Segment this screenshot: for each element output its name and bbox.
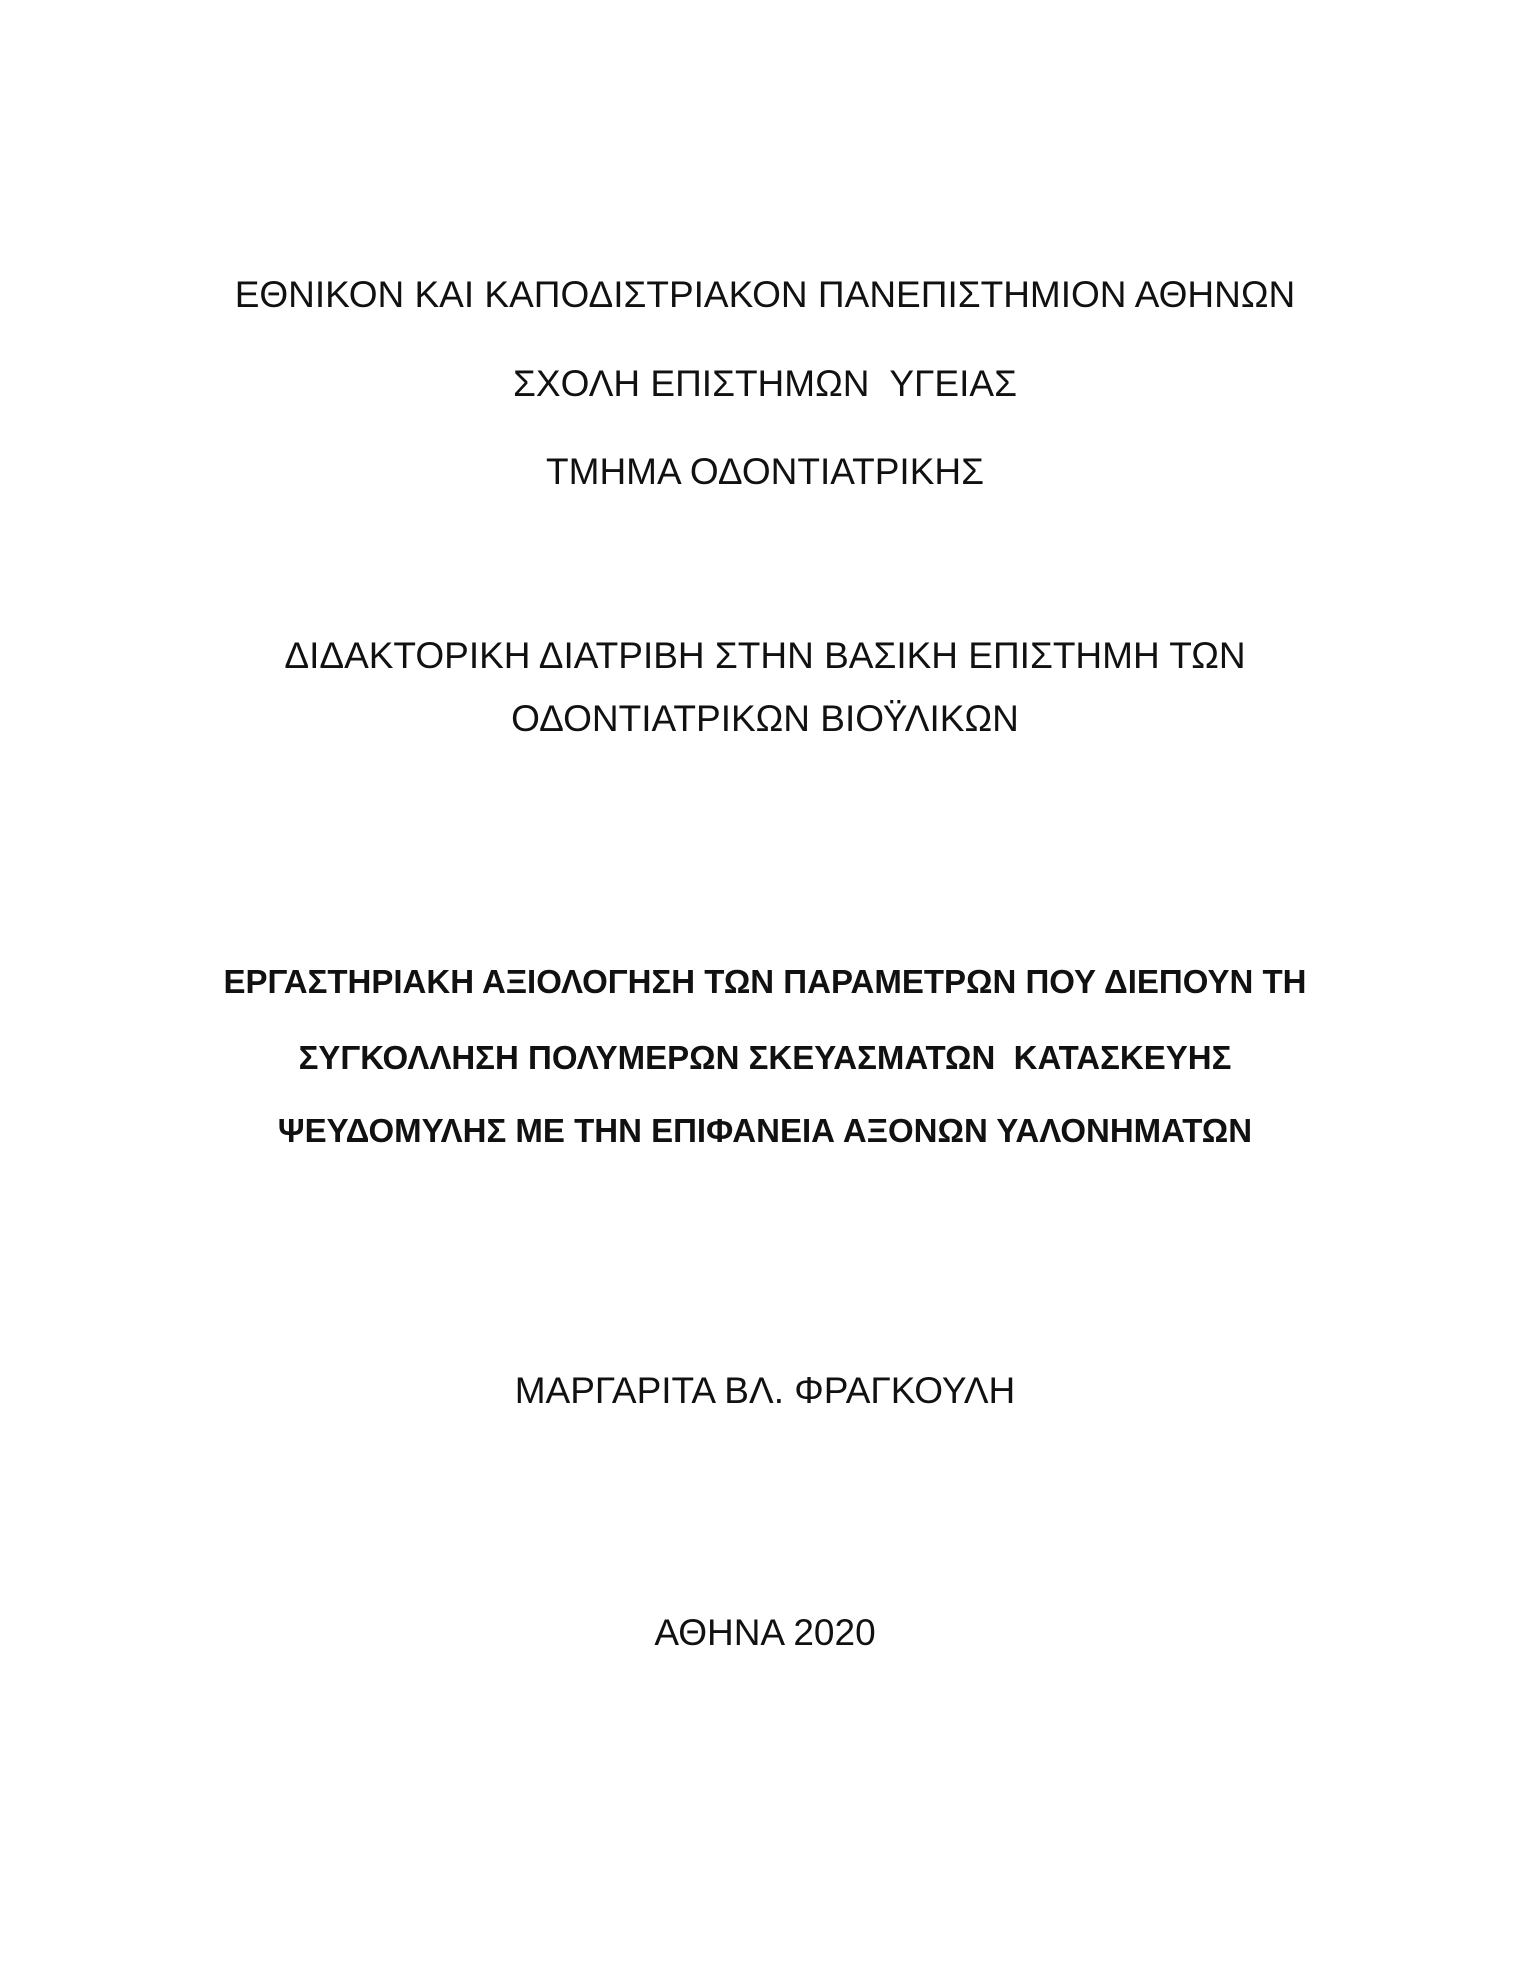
- thesis-title-line-1: ΕΡΓΑΣΤΗΡΙΑΚΗ ΑΞΙΟΛΟΓΗΣΗ ΤΩΝ ΠΑΡΑΜΕΤΡΩΝ ΠΟΥ ΔΙΕΠΟΥΝ ΤΗ: [223, 963, 1307, 1000]
- department-name: ΤΜΗΜΑ ΟΔΟΝΤΙΑΤΡΙΚΗΣ: [546, 451, 984, 492]
- school-name: ΣΧΟΛΗ ΕΠΙΣΤΗΜΩΝ ΥΓΕΙΑΣ: [513, 363, 1017, 404]
- author-name: ΜΑΡΓΑΡΙΤΑ ΒΛ. ΦΡΑΓΚΟΥΛΗ: [514, 1370, 1016, 1411]
- thesis-title-line-2: ΣΥΓΚΟΛΛΗΣΗ ΠΟΛΥΜΕΡΩΝ ΣΚΕΥΑΣΜΑΤΩΝ ΚΑΤΑΣΚΕΥΗΣ: [298, 1039, 1232, 1076]
- dissertation-type-line-2: ΟΔΟΝΤΙΑΤΡΙΚΩΝ ΒΙΟΫΛΙΚΩΝ: [511, 698, 1019, 739]
- dissertation-type-line-1: ΔΙΔΑΚΤΟΡΙΚΗ ΔΙΑΤΡΙΒΗ ΣΤΗΝ ΒΑΣΙΚΗ ΕΠΙΣΤΗΜΗ ΤΩΝ: [284, 635, 1246, 676]
- thesis-title-line-3: ΨΕΥΔΟΜΥΛΗΣ ΜΕ ΤΗΝ ΕΠΙΦΑΝΕΙΑ ΑΞΟΝΩΝ ΥΑΛΟΝΗΜΑΤΩΝ: [277, 1112, 1253, 1149]
- university-name: ΕΘΝΙΚΟΝ ΚΑΙ ΚΑΠΟΔΙΣΤΡΙΑΚΟΝ ΠΑΝΕΠΙΣΤΗΜΙΟΝ ΑΘΗΝΩΝ: [234, 274, 1296, 315]
- place-year: ΑΘΗΝΑ 2020: [654, 1612, 876, 1653]
